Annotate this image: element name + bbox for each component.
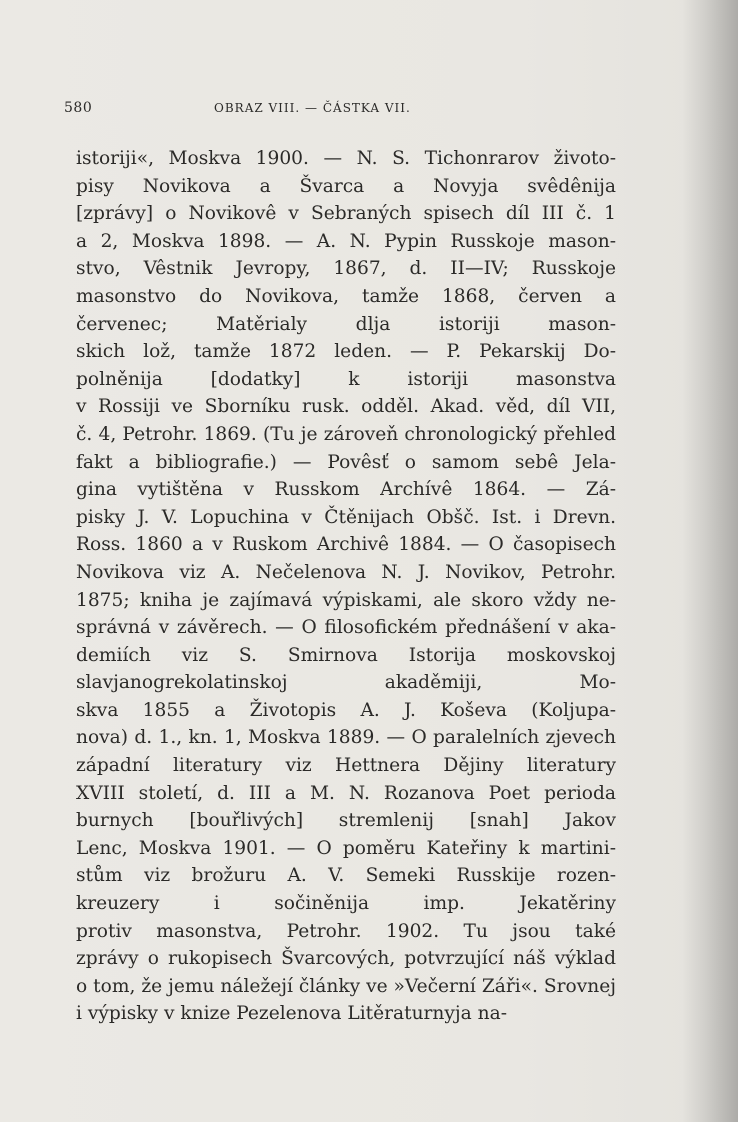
- page-gutter-shadow: [682, 0, 738, 1122]
- text-line: slavjanogrekolatinskoj akaděmiji, Mo-: [76, 672, 616, 694]
- text-line: západní literatury viz Hettnera Dějiny literatury: [76, 755, 616, 777]
- text-line: o tom, že jemu náležejí články ve »Večerní Záři«. Srovnej: [76, 975, 616, 997]
- text-line: červenec; Matěrialy dlja istoriji mason-: [76, 313, 616, 335]
- text-line: i výpisky v knize Pezelenova Litěraturnyja na-: [76, 1003, 508, 1025]
- text-line: polněnija [dodatky] k istoriji masonstva: [76, 368, 616, 390]
- text-line: Lenc, Moskva 1901. — O poměru Kateřiny k martini-: [76, 837, 616, 859]
- text-line: skva 1855 a Životopis A. J. Koševa (Koljupa-: [76, 699, 616, 721]
- text-line: stům viz brožuru A. V. Semeki Russkije rozen-: [76, 865, 616, 887]
- page-header: [64, 100, 464, 120]
- text-line: Ross. 1860 a v Ruskom Archivê 1884. — O časopisech: [76, 534, 616, 556]
- text-line: správná v závěrech. — O filosofickém přednášení v aka-: [76, 617, 616, 639]
- text-line: protiv masonstva, Petrohr. 1902. Tu jsou také: [76, 920, 616, 942]
- text-line: a 2, Moskva 1898. — A. N. Pypin Russkoje mason-: [76, 230, 616, 252]
- text-line: pisky J. V. Lopuchina v Čtěnijach Obšč. Ist. i Drevn.: [76, 506, 616, 528]
- text-line: zprávy o rukopisech Švarcových, potvrzující náš výklad: [76, 948, 616, 970]
- text-line: [zprávy] o Novikovê v Sebraných spisech díl III č. 1: [76, 203, 616, 225]
- text-line: nova) d. 1., kn. 1, Moskva 1889. — O paralelních zjevech: [76, 727, 616, 749]
- text-line: skich lož, tamže 1872 leden. — P. Pekarskij Do-: [76, 341, 616, 363]
- text-line: 1875; kniha je zajímavá výpiskami, ale skoro vždy ne-: [76, 589, 616, 611]
- text-line: burnych [bouřlivých] stremlenij [snah] Jakov: [76, 810, 616, 832]
- text-line: fakt a bibliografie.) — Povêsť o samom sebê Jela-: [76, 451, 616, 473]
- running-head: OBRAZ VIII. — ČÁSTKA VII.: [214, 101, 411, 115]
- text-line: č. 4, Petrohr. 1869. (Tu je zároveň chronologický přehled: [76, 423, 616, 445]
- text-line: istoriji«, Moskva 1900. — N. S. Tichonrarov životo-: [76, 148, 616, 169]
- text-line: gina vytištěna v Russkom Archívê 1864. — Zá-: [76, 479, 616, 501]
- page-number: 580: [64, 100, 93, 116]
- body-text: [76, 145, 616, 1028]
- text-line: v Rossiji ve Sborníku rusk. odděl. Akad. věd, díl VII,: [76, 396, 616, 418]
- text-line: masonstvo do Novikova, tamže 1868, červen a: [76, 285, 616, 307]
- text-line: demiích viz S. Smirnova Istorija moskovskoj: [76, 644, 616, 666]
- text-line: stvo, Vêstnik Jevropy, 1867, d. II—IV; Russkoje: [76, 258, 616, 280]
- text-line: Novikova viz A. Nečelenova N. J. Novikov, Petrohr.: [76, 561, 616, 583]
- text-line: kreuzery i sočiněnija imp. Jekatěriny: [76, 893, 616, 915]
- text-line: XVIII století, d. III a M. N. Rozanova Poet perioda: [76, 782, 616, 804]
- text-line: pisy Novikova a Švarca a Novyja svêdênija: [76, 175, 616, 197]
